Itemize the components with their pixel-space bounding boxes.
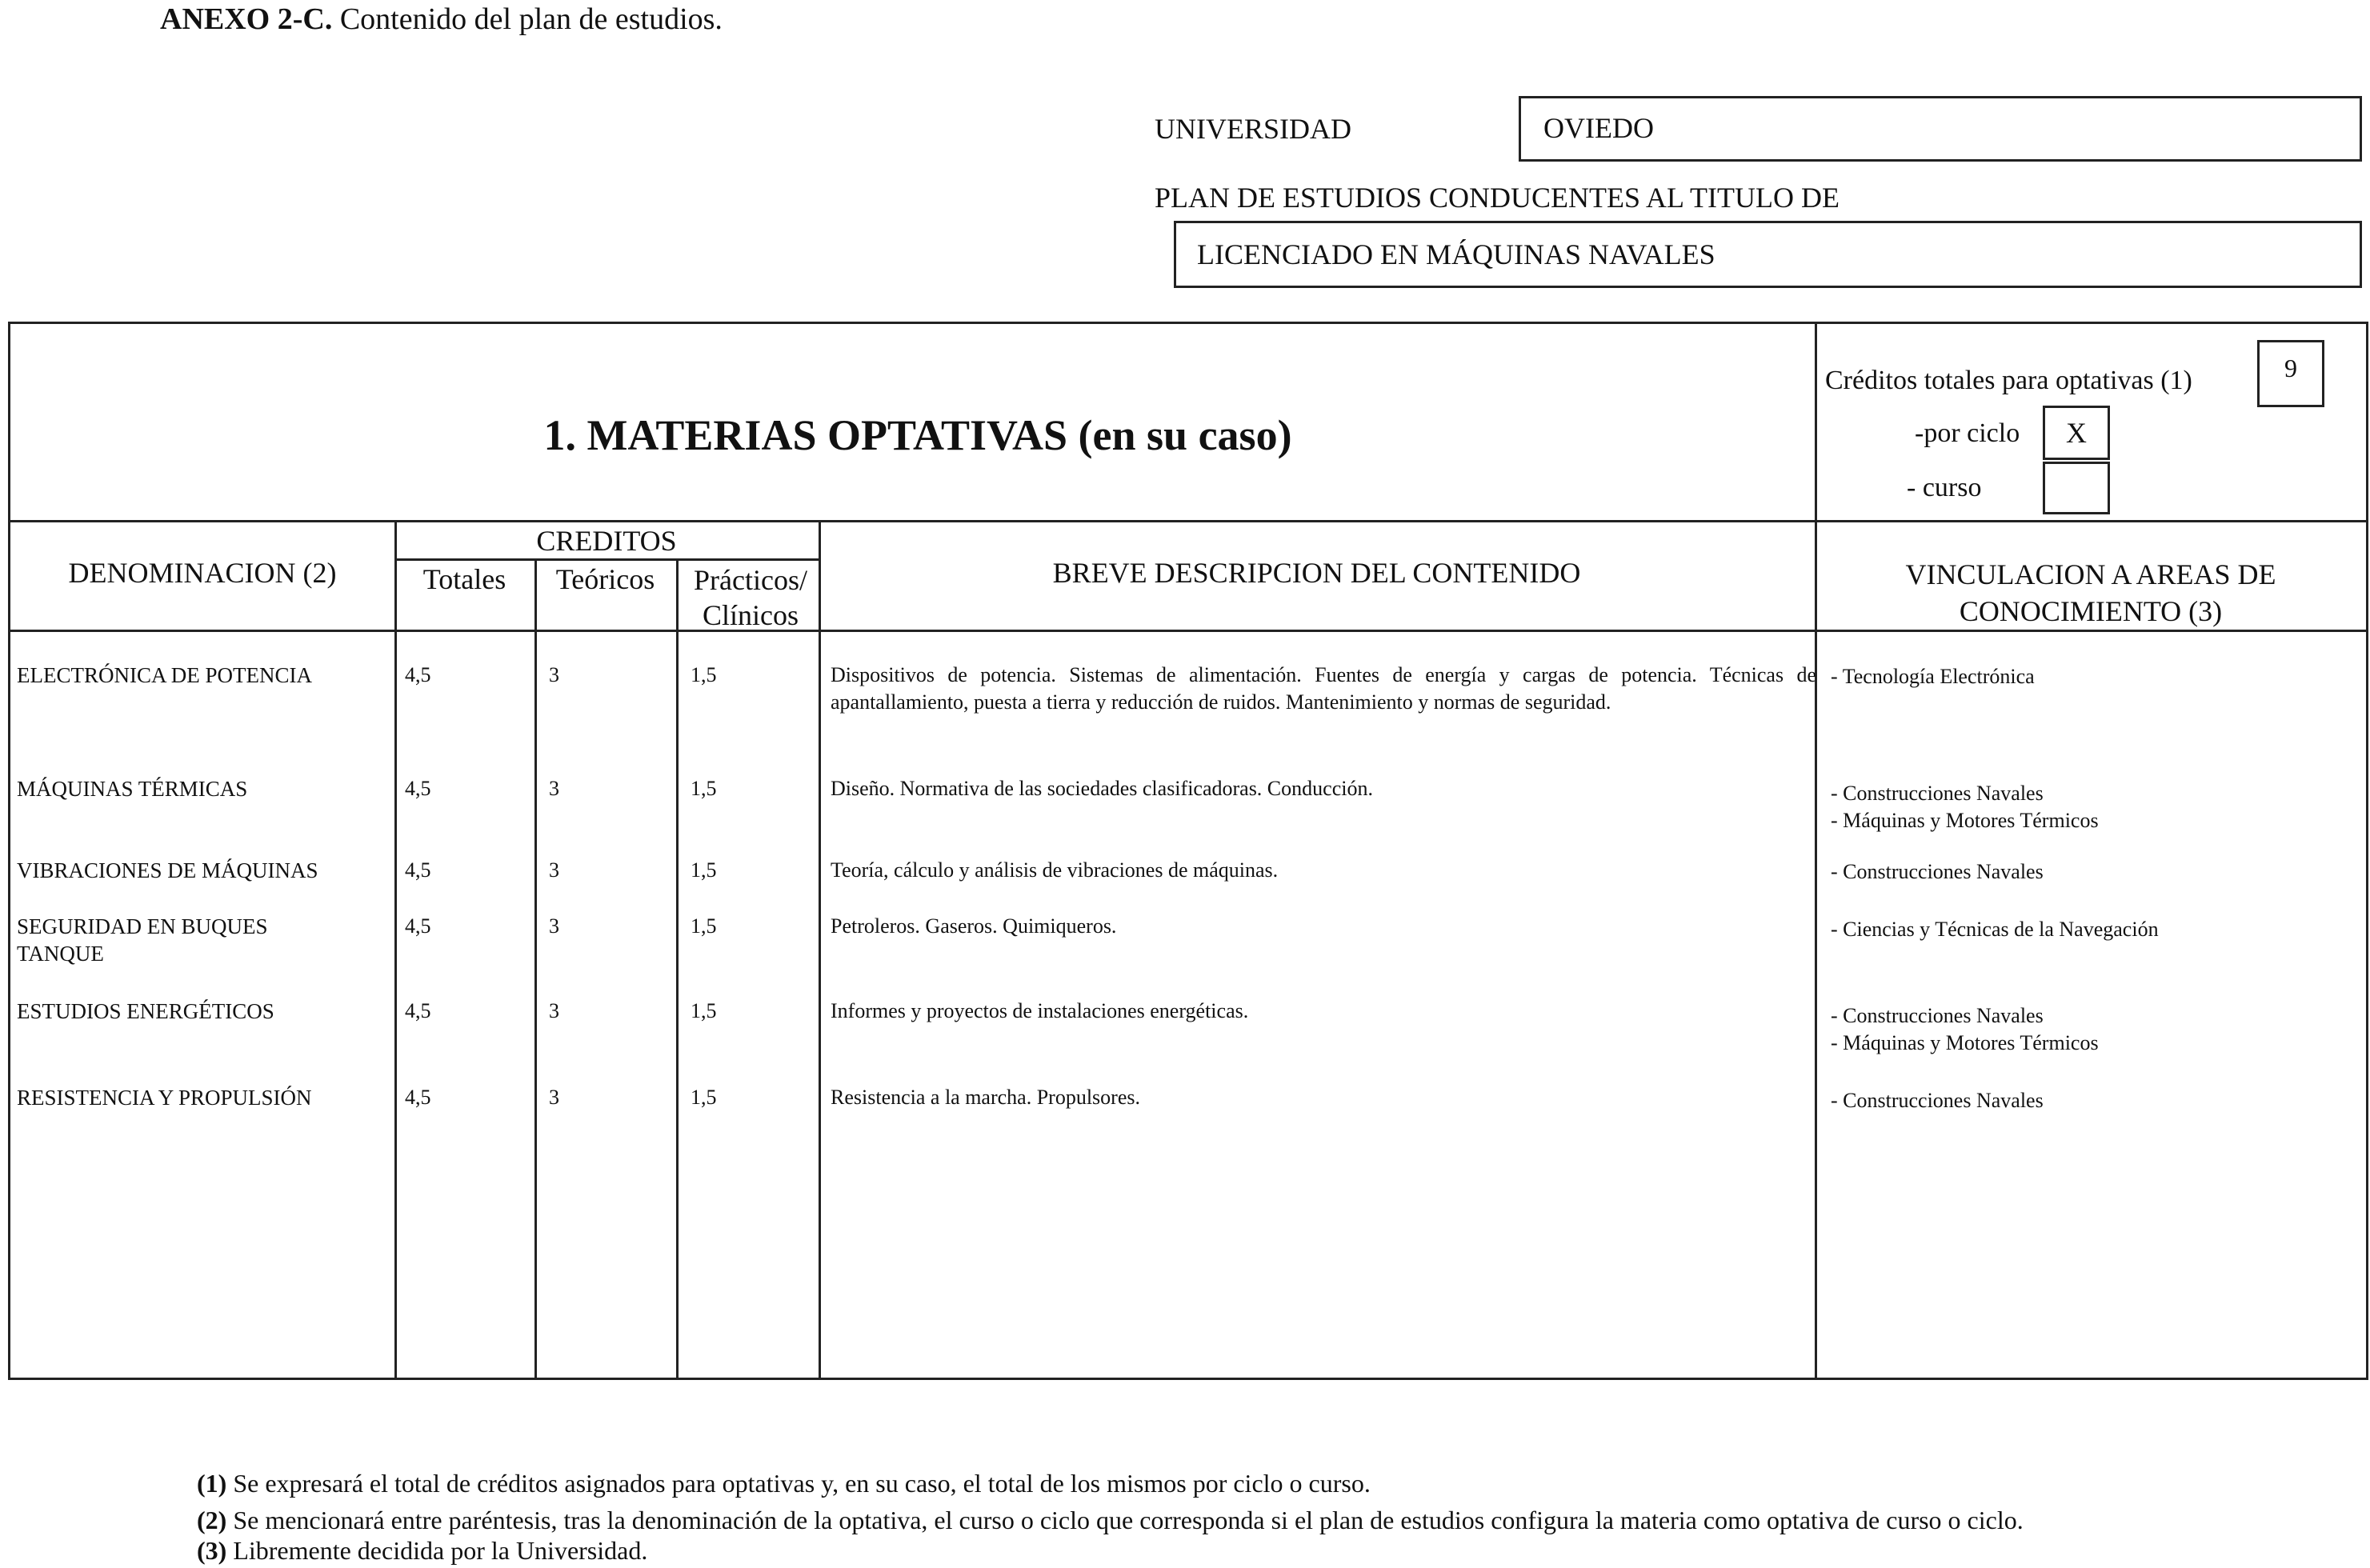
row-name: ELECTRÓNICA DE POTENCIA [17,663,312,687]
footnote-number: (1) [197,1469,227,1498]
row-practicos: 1,5 [691,858,717,882]
row-area: - Construcciones Navales [1831,1089,2044,1112]
footnote-3 [197,1536,647,1566]
row-practicos: 1,5 [691,663,717,686]
footnote-1 [197,1469,1371,1498]
row-practicos: 1,5 [691,1086,717,1109]
row-teoricos: 3 [549,777,559,800]
curso-checkbox [2043,462,2110,514]
university-label: UNIVERSIDAD [1155,113,1351,145]
col-creditos: CREDITOS [536,525,677,557]
optativas-credits-value: 9 [2257,340,2324,407]
row-area: - Tecnología Electrónica [1831,665,2035,688]
col-vinculacion: VINCULACION A AREAS DE CONOCIMIENTO (3) [1905,558,2276,627]
row-totales: 4,5 [405,1086,431,1109]
footnote-number: (3) [197,1536,227,1565]
row-name: RESISTENCIA Y PROPULSIÓN [17,1086,312,1110]
footnote-text: Libremente decidida por la Universidad. [233,1536,648,1565]
row-area: - Construcciones Navales [1831,860,2044,883]
ciclo-checkbox: X [2043,406,2110,460]
curso-label: - curso [1907,473,1982,502]
divider [10,630,2366,632]
row-totales: 4,5 [405,999,431,1022]
row-practicos: 1,5 [691,999,717,1022]
footnote-2 [197,1506,2024,1535]
col-totales: Totales [422,563,506,595]
section-title: 1. MATERIAS OPTATIVAS (en su caso) [543,411,1292,459]
row-area: - Máquinas y Motores Térmicos [1831,809,2099,832]
divider [534,561,537,1378]
col-teoricos: Teóricos [555,563,655,595]
annex-text: Contenido del plan de estudios. [339,2,723,36]
row-description: Petroleros. Gaseros. Quimiqueros. [831,914,1117,938]
row-teoricos: 3 [549,914,559,938]
row-area: - Construcciones Navales [1831,782,2044,805]
row-name: VIBRACIONES DE MÁQUINAS [17,858,318,882]
row-totales: 4,5 [405,777,431,800]
row-practicos: 1,5 [691,777,717,800]
degree-title-value: LICENCIADO EN MÁQUINAS NAVALES [1197,238,1715,270]
footnote-text: Se mencionará entre paréntesis, tras la denominación de la optativa, el curso o ciclo que corresponda si el plan de estudios configura la materia como optativa de curso o ciclo. [233,1506,2024,1534]
row-teoricos: 3 [549,1086,559,1109]
row-name: ESTUDIOS ENERGÉTICOS [17,999,274,1023]
row-description: Informes y proyectos de instalaciones energéticas. [831,999,1249,1022]
ciclo-label: -por ciclo [1915,418,2020,448]
optativas-table [8,322,2368,1380]
row-area: - Máquinas y Motores Térmicos [1831,1031,2099,1054]
annex-heading [160,2,723,37]
divider [1815,324,1817,1378]
row-area: - Construcciones Navales [1831,1004,2044,1027]
row-description: Diseño. Normativa de las sociedades clasificadoras. Conducción. [831,777,1373,800]
optativas-credits-label: Créditos totales para optativas (1) [1825,366,2192,395]
col-descripcion: BREVE DESCRIPCION DEL CONTENIDO [1052,557,1581,589]
row-description: Dispositivos de potencia. Sistemas de alimentación. Fuentes de energía y cargas de potencia. Técnicas de apantallamiento, puesta a tierra y reducción de ruidos. Mantenimiento y normas de seguridad. [831,663,1816,714]
row-totales: 4,5 [405,858,431,882]
row-teoricos: 3 [549,999,559,1022]
row-name: SEGURIDAD EN BUQUES TANQUE [17,914,268,966]
university-field [1519,96,2362,162]
row-totales: 4,5 [405,914,431,938]
row-area: - Ciencias y Técnicas de la Navegación [1831,918,2159,941]
row-totales: 4,5 [405,663,431,686]
footnote-number: (2) [197,1506,227,1534]
university-value: OVIEDO [1543,112,1654,144]
col-practicos: Prácticos/ Clínicos [694,564,807,631]
divider [10,520,2366,522]
annex-label: ANEXO 2-C. [160,2,333,36]
row-description: Teoría, cálculo y análisis de vibraciones de máquinas. [831,858,1279,882]
footnote-text: Se expresará el total de créditos asignados para optativas y, en su caso, el total de los mismos por ciclo o curso. [233,1469,1371,1498]
row-teoricos: 3 [549,663,559,686]
row-practicos: 1,5 [691,914,717,938]
divider [394,558,821,561]
divider [676,561,679,1378]
divider [819,522,821,1378]
degree-title-field [1174,221,2362,288]
divider [394,522,397,1378]
row-teoricos: 3 [549,858,559,882]
row-name: MÁQUINAS TÉRMICAS [17,777,248,801]
row-description: Resistencia a la marcha. Propulsores. [831,1086,1140,1109]
col-denominacion: DENOMINACION (2) [68,557,337,589]
plan-label: PLAN DE ESTUDIOS CONDUCENTES AL TITULO DE [1155,182,1840,214]
